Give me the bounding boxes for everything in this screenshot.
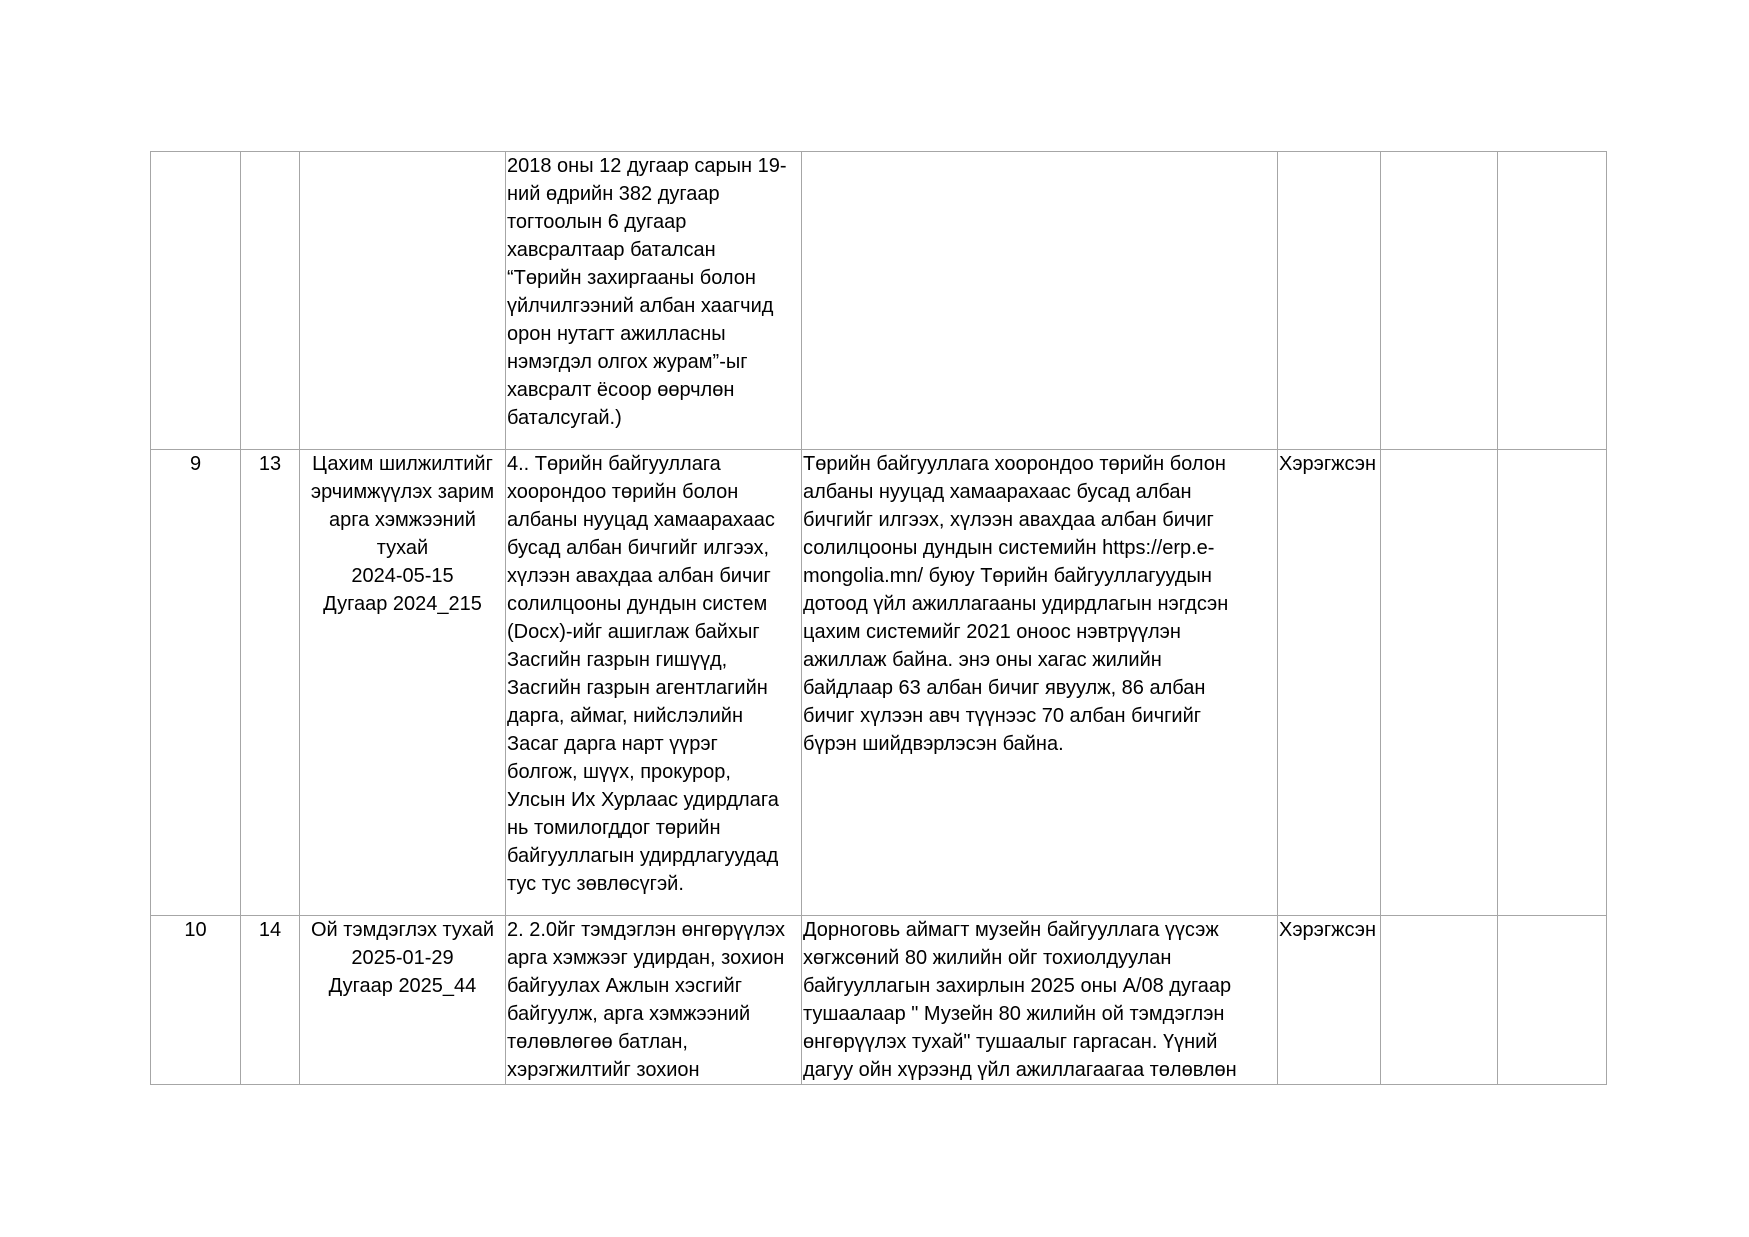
table-row [151,916,1607,1085]
empty-cell [1381,152,1498,450]
table-row [151,152,1607,450]
status-cell: Хэрэгжсэн [1278,916,1381,1085]
index-cell [241,152,300,450]
status-cell: Хэрэгжсэн [1278,450,1381,916]
row-number-cell [151,152,241,450]
task-cell: 2018 оны 12 дугаар сарын 19- ний өдрийн 382 дугаар тогтоолын 6 дугаар хавсралтаар баталсан “Төрийн захиргааны болон үйлчилгээний албан хаагчид орон нутагт ажилласны нэмэгдэл олгох журам”-ыг хавсралт ёсоор өөрчлөн баталсугай.) [506,152,802,450]
empty-cell [1498,916,1607,1085]
status-cell [1278,152,1381,450]
index-cell: 14 [241,916,300,1085]
task-cell: 2. 2.0йг тэмдэглэн өнгөрүүлэх арга хэмжээг удирдан, зохион байгуулах Ажлын хэсгийг байгуулж, арга хэмжээний төлөвлөгөө батлан, хэрэгжилтийг зохион [506,916,802,1085]
decision-cell [300,152,506,450]
decision-cell: Цахим шилжилтийг эрчимжүүлэх зарим арга хэмжээний тухай 2024-05-15 Дугаар 2024_215 [300,450,506,916]
report-table [150,151,1607,1085]
index-cell: 13 [241,450,300,916]
row-number-cell: 9 [151,450,241,916]
empty-cell [1381,916,1498,1085]
progress-cell [802,152,1278,450]
table-row [151,450,1607,916]
progress-cell: Дорноговь аймагт музейн байгууллага үүсэж хөгжсөний 80 жилийн ойг тохиолдуулан байгууллагын захирлын 2025 оны А/08 дугаар тушаалаар " Музейн 80 жилийн ой тэмдэглэн өнгөрүүлэх тухай" тушаалыг гаргасан. Үүний дагуу ойн хүрээнд үйл ажиллагаагаа төлөвлөн [802,916,1278,1085]
empty-cell [1381,450,1498,916]
empty-cell [1498,450,1607,916]
task-cell: 4.. Төрийн байгууллага хоорондоо төрийн болон албаны нууцад хамаарахаас бусад албан бичгийг илгээх, хүлээн авахдаа албан бичиг солилцооны дундын систем (Docx)-ийг ашиглаж байхыг Засгийн газрын гишүүд, Засгийн газрын агентлагийн дарга, аймаг, нийслэлийн Засаг дарга нарт үүрэг болгож, шүүх, прокурор, Улсын Их Хурлаас удирдлага нь томилогддог төрийн байгууллагын удирдлагуудад тус тус зөвлөсүгэй. [506,450,802,916]
progress-cell: Төрийн байгууллага хоорондоо төрийн болон албаны нууцад хамаарахаас бусад албан бичгийг илгээх, хүлээн авахдаа албан бичиг солилцооны дундын системийн https://erp.e- mongolia.mn/ буюу Төрийн байгууллагуудын дотоод үйл ажиллагааны удирдлагын нэгдсэн цахим системийг 2021 оноос нэвтрүүлэн ажиллаж байна. энэ оны хагас жилийн байдлаар 63 албан бичиг явуулж, 86 албан бичиг хүлээн авч түүнээс 70 албан бичгийг бүрэн шийдвэрлэсэн байна. [802,450,1278,916]
decision-cell: Ой тэмдэглэх тухай 2025-01-29 Дугаар 2025_44 [300,916,506,1085]
empty-cell [1498,152,1607,450]
row-number-cell: 10 [151,916,241,1085]
